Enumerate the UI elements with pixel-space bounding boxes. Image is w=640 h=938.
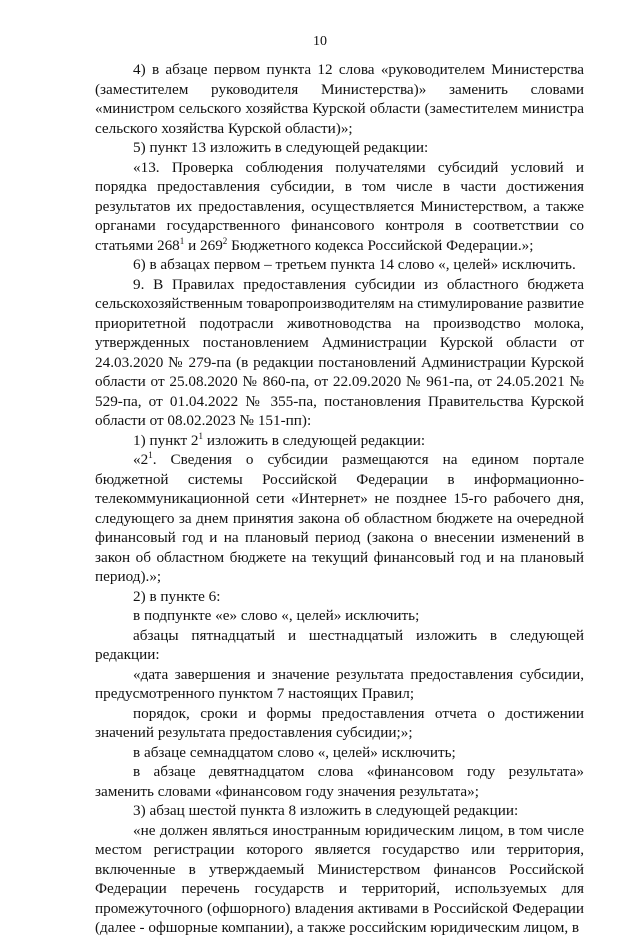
paragraph-text: 3) абзац шестой пункта 8 изложить в следующей редакции: xyxy=(133,802,519,819)
superscript: 1 xyxy=(198,430,204,441)
paragraph-text: 1) пункт 2 xyxy=(133,431,199,449)
superscript: 1 xyxy=(148,450,153,460)
paragraph-text: . Сведения о субсидии размещаются на едином портале бюджетной системы Российской Федерации в информационно-телекоммуникационной сети «Интернет» не позднее 15-го рабочего дня, следующего за днем принятия закона об областном бюджете на очередной финансовый год и на плановый период (закона о внесении изменений в закон об областном бюджете на текущий финансовый год и на плановый период).»; xyxy=(95,451,584,585)
paragraph-16 xyxy=(95,821,584,938)
paragraph-text: в абзаце девятнадцатом слова «финансовом году результата» заменить словами «финансовом году значения результата»; xyxy=(95,763,584,800)
paragraph-text: и 269 xyxy=(184,236,223,254)
paragraph-text: в подпункте «е» слово «, целей» исключить; xyxy=(133,607,420,624)
paragraph-text: изложить в следующей редакции: xyxy=(203,431,426,449)
paragraph-text: «13. Проверка соблюдения получателями субсидий условий и порядка предоставления субсидии, в том числе в части достижения результатов их предоставления, осуществляется Министерством, а также органами государственного финансового контроля в соответствии со статьями 268 xyxy=(95,158,584,254)
paragraph-text: Бюджетного кодекса Российской Федерации.»; xyxy=(227,236,534,254)
paragraph-text: 4) в абзаце первом пункта 12 слова «руководителем Министерства (заместителем руководителя Министерства)» заменить словами «министром сельского хозяйства Курской области (заместителем министра сельского хозяйства Курской области)»; xyxy=(95,61,584,137)
paragraph-12 xyxy=(95,704,584,743)
paragraph-8 xyxy=(95,587,584,607)
paragraph-7 xyxy=(95,450,584,587)
paragraph-11 xyxy=(95,665,584,704)
paragraph-text: в абзаце семнадцатом слово «, целей» исключить; xyxy=(133,743,456,761)
paragraph-2 xyxy=(95,138,584,158)
paragraph-text: «2 xyxy=(133,451,149,468)
paragraph-text: «дата завершения и значение результата предоставления субсидии, предусмотренного пунктом 7 настоящих Правил; xyxy=(95,665,584,702)
page-number: 10 xyxy=(313,34,327,49)
paragraph-text: «не должен являться иностранным юридическим лицом, в том числе местом регистрации которого является государство или территория, включенные в утверждаемый Министерством финансов Российской Федерации перечень государств и территорий, используемых для промежуточного (офшорного) владения активами в Российской Федерации (далее - офшорные компании), а также российским юридическим лицом, в xyxy=(95,821,584,936)
paragraph-14 xyxy=(95,762,584,801)
paragraph-13 xyxy=(95,743,584,763)
paragraph-text: 2) в пункте 6: xyxy=(133,587,221,605)
paragraph-6 xyxy=(95,431,584,451)
paragraph-1 xyxy=(95,60,584,138)
paragraph-3 xyxy=(95,158,584,256)
paragraph-text: порядок, сроки и формы предоставления отчета о достижении значений результата предоставления субсидии;»; xyxy=(95,704,584,741)
paragraph-4 xyxy=(95,255,584,275)
paragraph-text: 5) пункт 13 изложить в следующей редакции: xyxy=(133,139,429,156)
paragraph-15 xyxy=(95,801,584,821)
paragraph-text: абзацы пятнадцатый и шестнадцатый изложить в следующей редакции: xyxy=(95,626,584,663)
paragraph-10 xyxy=(95,626,584,665)
superscript: 2 xyxy=(222,235,228,246)
paragraph-5 xyxy=(95,275,584,431)
paragraph-text: 9. В Правилах предоставления субсидии из областного бюджета сельскохозяйственным товаропроизводителям на стимулирование развитие приоритетной подотрасли животноводства на производство молока, утвержденных постановлением Администрации Курской области от 24.03.2020 № 279-па (в редакции постановлений Администрации Курской области от 25.08.2020 № 860-па, от 22.09.2020 № 961-па, от 24.05.2021 № 529-па, от 01.04.2022 № 355-па, постановления Правительства Курской области от 08.02.2023 № 151-пп): xyxy=(95,275,584,429)
superscript: 1 xyxy=(179,235,185,246)
paragraph-9 xyxy=(95,606,584,626)
document-body xyxy=(95,60,584,938)
paragraph-text: 6) в абзацах первом – третьем пункта 14 слово «, целей» исключить. xyxy=(133,256,576,273)
